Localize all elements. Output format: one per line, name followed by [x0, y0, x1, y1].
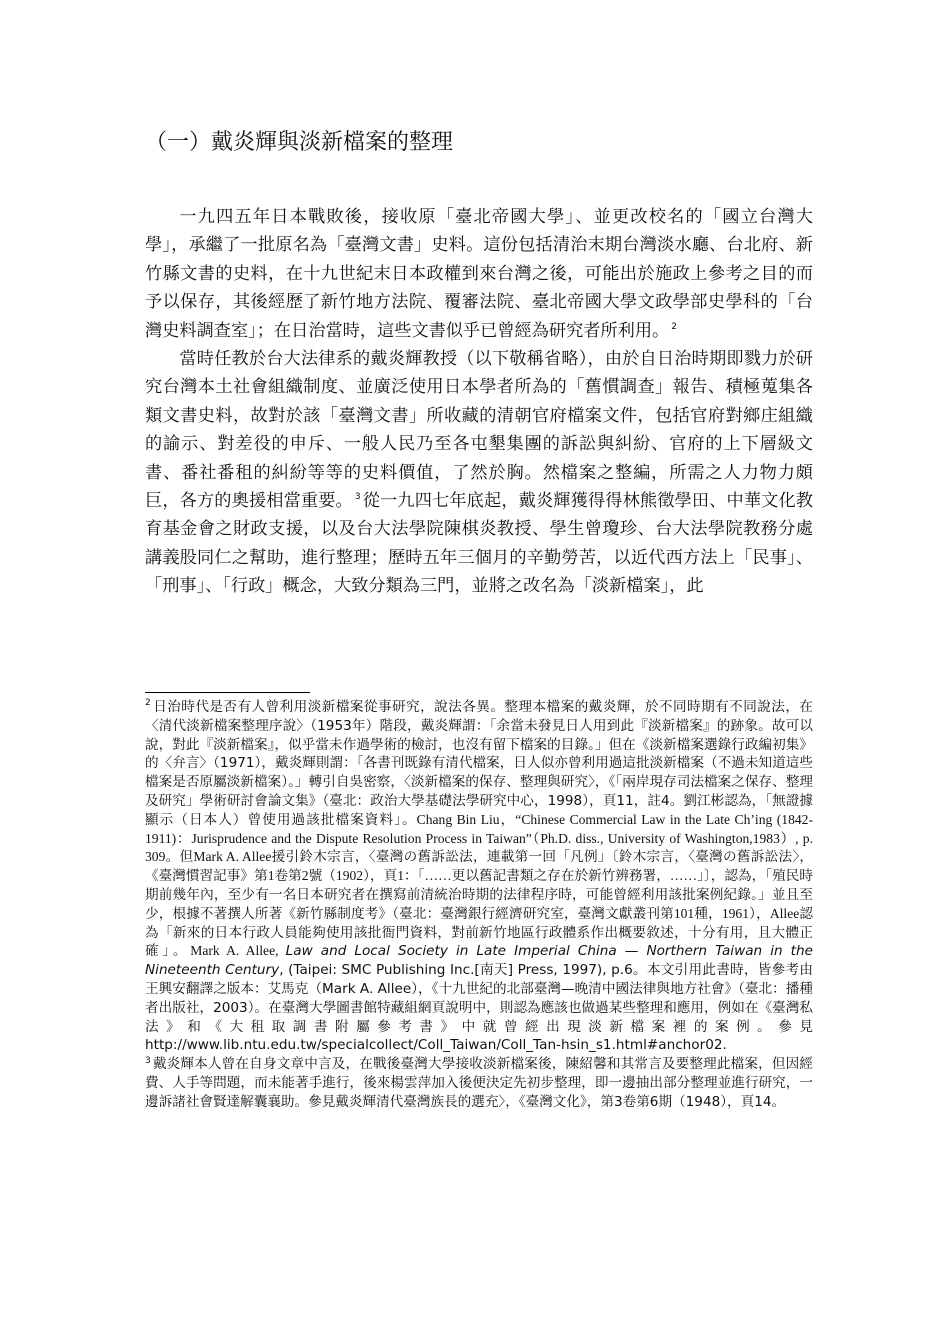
section-heading: （一）戴炎輝與淡新檔案的整理 — [145, 130, 454, 155]
paragraph-2-text-b: 從一九四七年底起，戴炎輝獲得得林熊徵學田、中華文化教育基金會之財政支援，以及台大法學院陳棋炎教授、學生曾瓊珍、台大法學院教務分處講義股同仁之幫助，進行整理；歷時五年三個月的辛勤勞苦，以近代西方法上「民事」、「刑事」、「行政」概念，大致分類為三門，並將之改名為「淡新檔案」，此 — [145, 491, 813, 597]
footnote-2-text-b: Chang Bin Liu，“Chinese Commercial Law in the Late Ch’ing (1842-1911)：Jurisprudence and the Dispute Resolution Process in Taiwan”（Ph.D. diss., University of Washington,1983）, p. 309。但Mark A. Allee援引鈴木宗言，〈臺灣の舊訴訟法，連載第一回「凡例」〔鈴木宗言，〈臺灣の舊訴訟法〉，《臺灣慣習記事》第1卷第2號（1902），頁1：「……更以舊記書類之存在於新竹辨務署，……」〕，認為，「殖民時期前幾年內，至少有一名日本研究者在撰寫前清統治時期的法律程序時，可能曾經利用該批案例紀錄。」並且至少，根據不著撰人所著《新竹縣制度考》（臺北：臺灣銀行經濟研究室，臺灣文獻叢刊第101種，1961），Allee認為「新來的日本行政人員能夠使用該批衙門資料，對前新竹地區行政體系作出概要敘述，十分有用，且大體正確」。Mark A. Allee, — [145, 811, 813, 959]
footnote-2-book-title: Law and Local Society in Late Imperial China — Northern Taiwan in the Nineteenth Century — [145, 943, 813, 979]
paragraph-2 — [145, 345, 813, 601]
footnote-2-text-a: 日治時代是否有人曾利用淡新檔案從事研究，說法各異。整理本檔案的戴炎輝，於不同時期有不同說法，在〈清代淡新檔案整理序說〉（1953年）階段，戴炎輝謂：「余當未發見日人用到此『淡新檔案』的跡象。故可以說，對此『淡新檔案』，似乎當未作過學術的檢討，也沒有留下檔案的目錄。」但在《淡新檔案選錄行政編初集》的〈弁言〉（1971），戴炎輝則謂：「各書刊既錄有清代檔案，日人似亦曾利用過這批淡新檔案（不過未知道這些檔案是否原屬淡新檔案）。」轉引自吳密察，〈淡新檔案的保存、整理與研究〉，《「兩岸現存司法檔案之保存、整理及研究」學術研討會論文集》（臺北：政治大學基礎法學研究中心，1998），頁11，註4。劉江彬認為，「無證據顯示（日本人）曾使用過該批檔案資料」。 — [145, 699, 813, 828]
body-text — [145, 203, 813, 601]
paragraph-1-text: 一九四五年日本戰敗後，接收原「臺北帝國大學」、並更改校名的「國立台灣大學」，承繼了一批原名為「臺灣文書」史料。這份包括清治末期台灣淡水廳、台北府、新竹縣文書的史料，在十九世紀末日本政權到來台灣之後，可能出於施政上參考之目的而予以保存，其後經歷了新竹地方法院、覆審法院、臺北帝國大學文政學部史學科的「台灣史料調查室」；在日治當時，這些文書似乎已曾經為研究者所利用。 — [145, 207, 813, 341]
footnote-2-text-c: , (Taipei: SMC Publishing Inc.[南天] Press, 1997), p.6。本文引用此書時，皆參考由王興安翻譯之版本：艾馬克（Mark A. Allee），《十九世紀的北部臺灣—晚清中國法律與地方社會》（臺北：播種者出版社，2003）。在臺灣大學圖書館特藏組網頁說明中，則認為應該也做過某些整理和應用，例如在《臺灣私法》和《大租取調書附屬參考書》中就曾經出現淡新檔案裡的案例。參見http://www.lib.ntu.edu.tw/specialcollect/Coll_Taiwan/Coll_Tan-hsin_s1.html#anchor02. — [145, 962, 813, 1054]
paragraph-2-text-a: 當時任教於台大法律系的戴炎輝教授（以下敬稱省略），由於自日治時期即戮力於研究台灣本土社會組織制度、並廣泛使用日本學者所為的「舊慣調查」報告、積極蒐集各類文書史料，故對於該「臺灣文書」所收藏的清朝官府檔案文件，包括官府對鄉庄組織的諭示、對差役的申斥、一般人民乃至各屯墾集團的訴訟與糾紛、官府的上下層級文書、番社番租的糾紛等等的史料價值，了然於胸。然檔案之整編，所需之人力物力頗巨，各方的奧援相當重要。 — [145, 349, 813, 512]
paragraph-1 — [145, 203, 813, 345]
footnote-3-text: 戴炎輝本人曾在自身文章中言及，在戰後臺灣大學接收淡新檔案後，陳紹馨和其常言及要整理此檔案，但因經費、人手等問題，而未能著手進行，後來楊雲萍加入後便決定先初步整理，即一邊抽出部分整理並進行研究，一邊訴諸社會賢達解囊襄助。參見戴炎輝清代臺灣族長的選充〉，《臺灣文化》，第3卷第6期（1948），頁14。 — [145, 1056, 813, 1110]
footnote-ref-2[interactable]: 2 — [671, 321, 677, 332]
footnote-2-mark: 2 — [145, 698, 151, 709]
footnote-2 — [145, 698, 813, 1055]
footnote-divider — [145, 692, 310, 693]
footnote-3 — [145, 1055, 813, 1111]
footnote-ref-3[interactable]: 3 — [354, 492, 361, 503]
footnote-3-mark: 3 — [145, 1055, 151, 1066]
footnotes — [145, 698, 813, 1112]
